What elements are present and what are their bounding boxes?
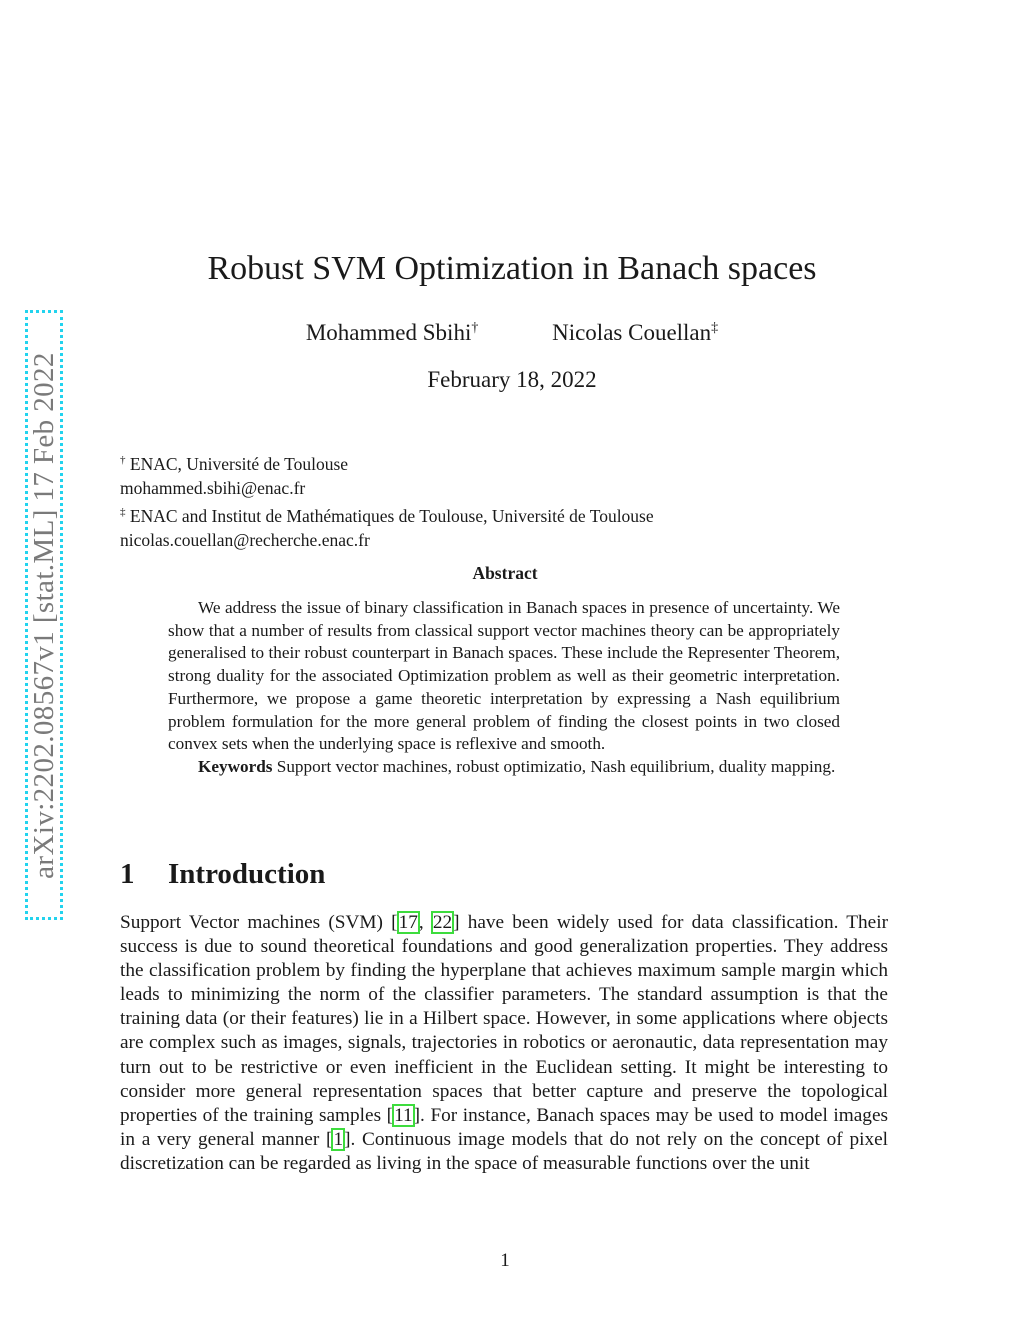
affiliation-1-text: ENAC, Université de Toulouse	[125, 453, 349, 474]
keywords-line	[168, 756, 840, 779]
affiliation-2-text: ENAC and Institut de Mathématiques de Toulouse, Université de Toulouse	[125, 505, 654, 526]
keywords-label: Keywords	[198, 756, 273, 776]
citation-link[interactable]: 22	[432, 912, 453, 933]
affiliation-2	[120, 500, 900, 528]
abstract-body	[168, 597, 840, 779]
paper-title: Robust SVM Optimization in Banach spaces	[207, 250, 817, 287]
keywords-text: Support vector machines, robust optimizatio, Nash equilibrium, duality mapping.	[272, 756, 836, 776]
arxiv-stamp-text: arXiv:2202.08567v1 [stat.ML] 17 Feb 2022	[27, 351, 60, 879]
intro-text-1: Support Vector machines (SVM) [	[120, 912, 398, 933]
author-2-name: Nicolas Couellan	[552, 320, 712, 345]
affiliations	[120, 448, 900, 552]
citation-link[interactable]: 1	[333, 1128, 344, 1150]
paper-date: February 18, 2022	[427, 367, 597, 392]
page-number: 1	[500, 1250, 510, 1271]
section-heading	[120, 858, 325, 891]
intro-text-2: ,	[418, 912, 432, 933]
section-number: 1	[120, 858, 135, 890]
abstract-heading: Abstract	[472, 563, 538, 583]
affiliation-1-mark: †	[120, 454, 126, 466]
citation-link[interactable]: 17	[398, 912, 418, 933]
email-1: mohammed.sbihi@enac.fr	[120, 477, 306, 498]
abstract-text: We address the issue of binary classification in Banach spaces in presence of uncertainty. We show that a number of results from classical support vector machines theory can be appropriately generalised to their robust counterpart in Banach spaces. These include the Representer Theorem, strong duality for the associated Optimization problem as well as their geometric interpretation. Furthermore, we propose a game theoretic interpretation by expressing a Nash equilibrium problem formulation for the more general problem of finding the closest points in two closed convex sets when the underlying space is reflexive and smooth.	[168, 598, 840, 754]
affiliation-1	[120, 448, 900, 476]
author-1-mark: †	[471, 320, 479, 336]
author-list	[0, 320, 1024, 346]
intro-paragraph	[120, 911, 888, 1176]
section-title: Introduction	[168, 858, 326, 890]
intro-text-5: ]. Continuous image models that do not rely on the concept of pixel discretization can be regarded as living in the space of measurable functions over the unit	[120, 1128, 889, 1174]
intro-text-4: ]. For instance, Banach spaces may be used to model images in a very general manner [	[120, 1104, 889, 1150]
author-2-mark: ‡	[711, 320, 719, 336]
arxiv-stamp[interactable]	[25, 310, 63, 920]
citation-link[interactable]: 11	[394, 1104, 413, 1126]
email-2: nicolas.couellan@recherche.enac.fr	[120, 529, 370, 550]
intro-text	[120, 911, 888, 1176]
author-1	[306, 320, 478, 346]
author-2	[552, 320, 718, 346]
affiliation-2-mark: ‡	[120, 505, 126, 518]
author-1-name: Mohammed Sbihi	[305, 320, 472, 345]
intro-text-3: ] have been widely used for data classification. Their success is due to sound theoretical foundations and good generalization properties. They address the classification problem by finding the hyperplane that achieves maximum sample margin which leads to minimizing the norm of the classifier parameters. The standard assumption is that the training data (or their features) lie in a Hilbert space. However, in some applications where objects are complex such as images, signals, trajectories in robotics or aeronautic, data representation may turn out to be restrictive or even inefficient in the Euclidean setting. It might be interesting to consider more general representation spaces that better capture and preserve the topological properties of the training samples [	[120, 912, 888, 1126]
